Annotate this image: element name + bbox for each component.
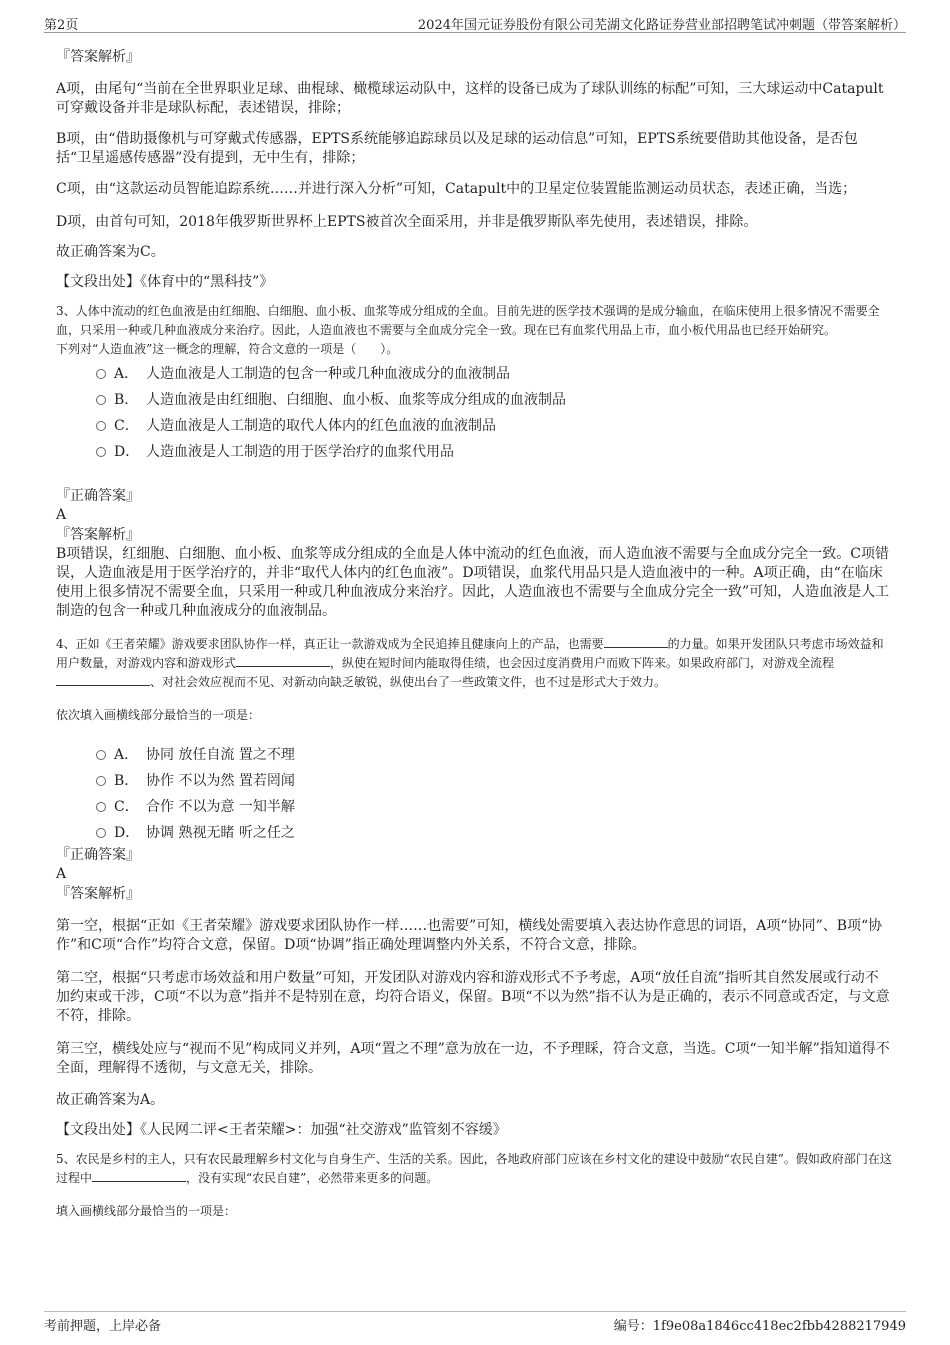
analysis-heading: 『答案解析』 bbox=[56, 49, 140, 65]
option-text: 协调 熟视无睹 听之任之 bbox=[146, 825, 295, 841]
option-letter: A． bbox=[114, 366, 139, 382]
stem-text: ，纵使在短时间内能取得佳绩，也会因过度消费用户而败下阵来。如果政府部门，对游戏全流程 bbox=[330, 656, 835, 670]
stem-text: 5、农民是乡村的主人，只有农民最理解乡村文化与自身生产、生活的关系。因此，各地政府部门应该在乡村文化的建设中鼓励“农民自建”。假如政府部门在这过程中 bbox=[56, 1152, 892, 1185]
question-3-stem: 3、人体中流动的红色血液是由红细胞、白细胞、血小板、血浆等成分组成的全血。目前先进的医学技术强调的是成分输血，在临床使用上很多情况不需要全血，只采用一种或几种血液成分来治疗。因此，人造血液也不需要与全血成分完全一致。现在已有血浆代用品上市，血小板代用品也已经开始研究。 bbox=[56, 304, 880, 337]
document-title: 2024年国元证券股份有限公司芜湖文化路证券营业部招聘笔试冲刺题（带答案解析） bbox=[417, 18, 906, 33]
radio-button[interactable] bbox=[96, 447, 106, 457]
analysis-option-d: D项，由首句可知，2018年俄罗斯世界杯上EPTS被首次全面采用，并非是俄罗斯队率先使用，表述错误，排除。 bbox=[56, 214, 758, 230]
question-4-options bbox=[56, 742, 892, 846]
analysis-heading: 『答案解析』 bbox=[56, 527, 140, 543]
option-a[interactable] bbox=[56, 361, 892, 387]
option-d[interactable] bbox=[56, 439, 892, 465]
question-3-options bbox=[56, 361, 892, 465]
radio-button[interactable] bbox=[96, 369, 106, 379]
option-letter: C． bbox=[114, 799, 139, 815]
stem-text: ，没有实现“农民自建”，必然带来更多的问题。 bbox=[186, 1171, 439, 1185]
footer-slogan: 考前押题，上岸必备 bbox=[44, 1319, 162, 1334]
radio-button[interactable] bbox=[96, 776, 106, 786]
question-3-analysis: B项错误，红细胞、白细胞、血小板、血浆等成分组成的全血是人体中流动的红色血液，而人造血液不需要与全血成分完全一致。C项错误，人造血液是用于医学治疗的，并非“取代人体内的红色血液”。D项错误，血浆代用品只是人造血液中的一种。A项正确，由“在临床使用上很多情况不需要全血，只采用一种或几种血液成分来治疗。因此，人造血液也不需要与全血成分完全一致”可知，人造血液是人工制造的包含一种或几种血液成分的血液制品。 bbox=[56, 546, 890, 619]
page-header bbox=[44, 12, 906, 33]
source-citation: 【文段出处】《人民网二评<王者荣耀>：加强“社交游戏”监管刻不容缓》 bbox=[56, 1122, 507, 1138]
option-d[interactable] bbox=[56, 820, 892, 846]
fill-blank-1 bbox=[92, 1169, 186, 1182]
stem-text: 的力量。如果开发团队只考虑市场效益和用户数量，对游戏内容和游戏形式 bbox=[56, 637, 884, 670]
source-citation: 【文段出处】《体育中的“黑科技”》 bbox=[56, 274, 274, 290]
question-5-prompt: 填入画横线部分最恰当的一项是： bbox=[56, 1204, 237, 1218]
analysis-blank-3: 第三空，横线处应与“视而不见”构成同义并列，A项“置之不理”意为放在一边，不予理睬，符合文意，当选。C项“一知半解”指知道得不全面，理解得不透彻，与文意无关，排除。 bbox=[56, 1041, 890, 1076]
correct-answer: A bbox=[56, 507, 67, 523]
option-a[interactable] bbox=[56, 742, 892, 768]
question-4-stem bbox=[56, 635, 892, 692]
option-letter: C． bbox=[114, 418, 139, 434]
analysis-conclusion: 故正确答案为C。 bbox=[56, 244, 165, 260]
option-letter: A． bbox=[114, 747, 139, 763]
question-3-prompt: 下列对“人造血液”这一概念的理解，符合文意的一项是（ ）。 bbox=[56, 342, 399, 356]
option-letter: B． bbox=[114, 392, 139, 408]
radio-button[interactable] bbox=[96, 802, 106, 812]
option-c[interactable] bbox=[56, 413, 892, 439]
question-4-prompt: 依次填入画横线部分最恰当的一项是： bbox=[56, 708, 261, 722]
analysis-option-a: A项，由尾句“当前在全世界职业足球、曲棍球、橄榄球运动队中，这样的设备已成为了球队训练的标配”可知，三大球运动中Catapult可穿戴设备并非是球队标配，表述错误，排除； bbox=[56, 81, 884, 116]
page-number: 第2页 bbox=[44, 18, 79, 33]
option-letter: B． bbox=[114, 773, 139, 789]
option-text: 人造血液是人工制造的包含一种或几种血液成分的血液制品 bbox=[146, 366, 510, 382]
option-letter: D． bbox=[114, 444, 140, 460]
document-id: 编号：1f9e08a1846cc418ec2fbb4288217949 bbox=[613, 1319, 906, 1334]
option-text: 合作 不以为意 一知半解 bbox=[146, 799, 295, 815]
option-text: 人造血液是由红细胞、白细胞、血小板、血浆等成分组成的血液制品 bbox=[146, 392, 566, 408]
stem-text: 4、正如《王者荣耀》游戏要求团队协作一样，真正让一款游戏成为全民追捧且健康向上的产品，也需要 bbox=[56, 637, 604, 651]
analysis-blank-2: 第二空，根据“只考虑市场效益和用户数量”可知，开发团队对游戏内容和游戏形式不予考虑，A项“放任自流”指听其自然发展或行动不加约束或干涉，C项“不以为意”指并不是特别在意，均符合语义，保留。B项“不以为然”指不认为是正确的，表示不同意或否定，与文意不符，排除。 bbox=[56, 970, 890, 1024]
page-content bbox=[56, 40, 892, 1221]
stem-text: 、对社会效应视而不见、对新动向缺乏敏锐，纵使出台了一些政策文件，也不过是形式大于效力。 bbox=[150, 675, 667, 689]
question-5-stem bbox=[56, 1150, 892, 1188]
option-b[interactable] bbox=[56, 387, 892, 413]
fill-blank-2 bbox=[236, 654, 330, 667]
analysis-blank-1: 第一空，根据“正如《王者荣耀》游戏要求团队协作一样……也需要”可知，横线处需要填入表达协作意思的词语，A项“协同”、B项“协作”和C项“合作”均符合文意，保留。D项“协调”指正确处理调整内外关系，不符合文意，排除。 bbox=[56, 918, 883, 953]
option-text: 人造血液是人工制造的用于医学治疗的血浆代用品 bbox=[146, 444, 454, 460]
option-text: 协同 放任自流 置之不理 bbox=[146, 747, 295, 763]
option-c[interactable] bbox=[56, 794, 892, 820]
radio-button[interactable] bbox=[96, 421, 106, 431]
correct-answer-heading: 『正确答案』 bbox=[56, 847, 140, 863]
option-text: 人造血液是人工制造的取代人体内的红色血液的血液制品 bbox=[146, 418, 496, 434]
radio-button[interactable] bbox=[96, 828, 106, 838]
option-text: 协作 不以为然 置若罔闻 bbox=[146, 773, 295, 789]
option-letter: D． bbox=[114, 825, 140, 841]
fill-blank-3 bbox=[56, 673, 150, 686]
fill-blank-1 bbox=[604, 635, 668, 648]
analysis-heading: 『答案解析』 bbox=[56, 886, 140, 902]
radio-button[interactable] bbox=[96, 395, 106, 405]
page-footer bbox=[44, 1311, 906, 1336]
correct-answer-heading: 『正确答案』 bbox=[56, 488, 140, 504]
correct-answer: A bbox=[56, 866, 67, 882]
analysis-option-c: C项，由“这款运动员智能追踪系统……并进行深入分析”可知，Catapult中的卫星定位装置能监测运动员状态，表述正确，当选； bbox=[56, 181, 857, 197]
radio-button[interactable] bbox=[96, 750, 106, 760]
analysis-conclusion: 故正确答案为A。 bbox=[56, 1092, 165, 1108]
analysis-option-b: B项，由“借助摄像机与可穿戴式传感器，EPTS系统能够追踪球员以及足球的运动信息”可知，EPTS系统要借助其他设备，是否包括“卫星遥感传感器”没有提到，无中生有，排除； bbox=[56, 131, 858, 166]
option-b[interactable] bbox=[56, 768, 892, 794]
